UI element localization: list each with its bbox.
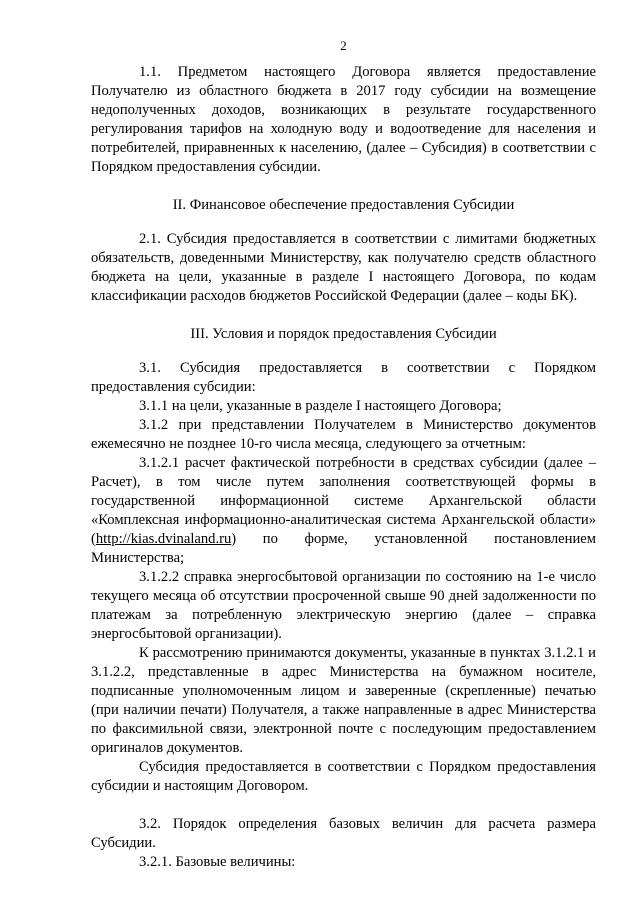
paragraph-3-1-2-1 [91,454,596,568]
paragraph-3-1-2-2: 3.1.2.2 справка энергосбытовой организации по состоянию на 1-е число текущего месяца об отсутствии просроченной свыше 90 дней задолженности по платежам за потребленную электрическую энергию (далее – справка энергосбытовой организации). [91,569,596,642]
document-page [91,36,596,872]
section-heading-2: II. Финансовое обеспечение предоставления Субсидии [172,197,515,213]
page-number: 2 [340,38,347,53]
kias-link[interactable]: http://kias.dvinaland.ru [95,531,232,547]
section-heading-3: III. Условия и порядок предоставления Субсидии [190,326,497,342]
paragraph-3-1-2-1-text-start: 3.1.2.1 расчет фактической потребности в средствах субсидии (далее – Расчет), в том числе путем заполнения соответствующей формы в государственной информационной системе Архангельской области «Комплексная информационно-аналитическая система Архангельской области» ( [91,455,596,547]
paragraph-3-2: 3.2. Порядок определения базовых величин для расчета размера Субсидии. [91,816,596,851]
paragraph-3-1-1: 3.1.1 на цели, указанные в разделе I настоящего Договора; [139,398,502,414]
paragraph-1-1: 1.1. Предметом настоящего Договора является предоставление Получателю из областного бюджета в 2017 году субсидии на возмещение недополученных доходов, возникающих в результате государственного регулирования тарифов на холодную воду и водоотведение для населения и потребителей, приравненных к населению, (далее – Субсидия) в соответствии с Порядком предоставления субсидии. [91,64,596,175]
paragraph-3-1-2: 3.1.2 при представлении Получателем в Министерство документов ежемесячно не позднее 10-го числа месяца, следующего за отчетным: [91,417,596,452]
paragraph-subsidy-provision: Субсидия предоставляется в соответствии с Порядком предоставления субсидии и настоящим Договором. [91,759,596,794]
paragraph-2-1: 2.1. Субсидия предоставляется в соответствии с лимитами бюджетных обязательств, доведенными Министерству, как получателю средств областного бюджета на цели, указанные в разделе I настоящего Договора, по кодам классификации расходов бюджетов Российской Федерации (далее – коды БК). [91,231,596,304]
paragraph-3-1: 3.1. Субсидия предоставляется в соответствии с Порядком предоставления субсидии: [91,360,596,395]
paragraph-documents-review: К рассмотрению принимаются документы, указанные в пунктах 3.1.2.1 и 3.1.2.2, представленные в адрес Министерства на бумажном носителе, подписанные уполномоченным лицом и заверенные (скрепленные) печатью (при наличии печати) Получателя, а также направленные в адрес Министерства по факсимильной связи, электронной почте с последующим предоставлением оригиналов документов. [91,645,596,756]
paragraph-3-2-1: 3.2.1. Базовые величины: [139,854,296,870]
paragraph-3-1-2-1-text-end: ) по форме, установленной постановлением Министерства; [91,531,596,566]
